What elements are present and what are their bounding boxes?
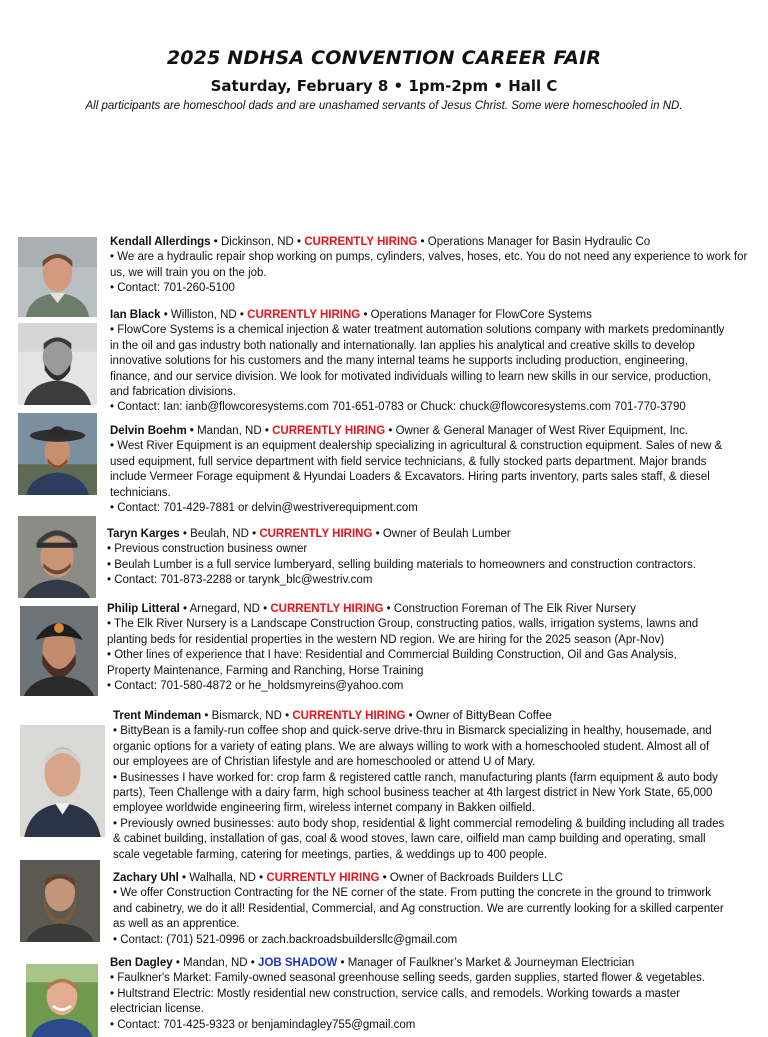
portrait-photo-icon <box>18 323 97 405</box>
status-badge: CURRENTLY HIRING <box>270 603 384 615</box>
participant-role: • Owner of Beulah Lumber <box>372 528 511 540</box>
participant-name: Trent Mindeman <box>113 710 202 722</box>
portrait-photo-icon <box>18 413 97 495</box>
participant-name: Delvin Boehm • <box>110 425 194 437</box>
participant-role: • Operations Manager for Basin Hydraulic Co <box>417 236 651 248</box>
participant-role: • Operations Manager for FlowCore Systems <box>360 309 592 321</box>
participant-role: • Owner & General Manager of West River Equipment, Inc. <box>385 425 689 437</box>
participant-name: Philip Litteral <box>107 603 180 615</box>
participant-name: Zachary Uhl <box>113 872 179 884</box>
participant-heading <box>110 424 725 439</box>
bullet-item: • Contact: 701-429-7881 or delvin@westriverequipment.com <box>110 502 418 515</box>
bullet-item: • Beulah Lumber is a full service lumberyard, selling building materials to homeowners and construction contractors. <box>107 558 696 571</box>
page-header <box>0 0 768 114</box>
participant-location: • Bismarck, ND • <box>201 710 293 722</box>
status-badge: CURRENTLY HIRING <box>259 528 373 540</box>
portrait-photo-icon <box>20 725 105 837</box>
participant-location: • Walhalla, ND • <box>178 872 267 884</box>
bullet-item: • Previous construction business owner <box>107 543 308 556</box>
participant-role: • Construction Foreman of The Elk River Nursery <box>383 603 636 615</box>
bullet-item: • Contact: Ian: ianb@flowcoresystems.com 701-651-0783 or Chuck: chuck@flowcoresystems.com 701-770-3790 <box>110 401 686 414</box>
portrait-photo-icon <box>20 860 100 942</box>
portrait-photo-icon <box>26 964 98 1037</box>
portrait-photo-icon <box>20 606 98 696</box>
portrait-photo-icon <box>18 237 97 317</box>
bullet-item: • West River Equipment is an equipment dealership specializing in agricultural & construction equipment. Sales of new & used equipment, full service department with field service technicians, & fully stocked parts department. Major brands include Vermeer Forage equipment & Hyundai Loaders & Excavators. Hiring parts inventory, parts sales staff, & diesel technicians. <box>110 440 723 499</box>
portrait-photo-icon <box>18 516 96 598</box>
participant-heading <box>113 871 728 886</box>
participant-role: • Owner of BittyBean Coffee <box>405 710 552 722</box>
participant-role: • Manager of Faulkner’s Market & Journeyman Electrician <box>337 957 635 969</box>
bullet-item: • Contact: 701-260-5100 <box>110 282 235 295</box>
page-title: 2025 NDHSA CONVENTION CAREER FAIR <box>166 47 602 69</box>
bullet-item: • Faulkner's Market: Family-owned seasonal greenhouse selling seeds, garden supplies, started flower & vegetables. <box>110 972 705 985</box>
bullet-item: • Other lines of experience that I have: Residential and Commercial Building Construction, Oil and Gas Analysis, Property Maintenance, Farming and Ranching, Horse Training <box>107 649 677 677</box>
bullet-item: • The Elk River Nursery is a Landscape Construction Group, constructing patios, walls, irrigation systems, lawns and planting beds for residential properties in the western ND region. We are hiring for the 2025 season (Apr-Nov) <box>107 618 699 646</box>
event-details: Saturday, February 8 • 1pm-2pm • Hall C <box>210 77 558 95</box>
bullet-item: • Contact: 701-873-2288 or tarynk_blc@westriv.com <box>107 574 373 587</box>
bullet-item: • Previously owned businesses: auto body shop, residential & light commercial remodeling & building including all trades & cabinet building, installation of gas, coal & wood stoves, lawn care, oilfield man camp building and operating, small scale vegetable farming, catering for meetings, parties, & weddings up to 400 people. <box>113 817 725 861</box>
participant-heading <box>110 956 725 971</box>
bullet-item: • Businesses I have worked for: crop farm & registered cattle ranch, manufacturing plants (farm equipment & auto body parts), Teen Challenge with a dairy farm, high school business teacher at 4th largest district in New York State, 65,000 employee worldwide engineering firm, wireless internet company in Bakken oilfield. <box>113 771 718 815</box>
participant-heading <box>110 308 725 323</box>
participant-role: • Owner of Backroads Builders LLC <box>379 872 564 884</box>
participant-location: • Arnegard, ND • <box>179 603 271 615</box>
participant-name: Kendall Allerdings <box>110 236 211 248</box>
bullet-item: • Contact: (701) 521-0996 or zach.backroadsbuildersllc@gmail.com <box>113 933 458 946</box>
participant-name: Ian Black <box>110 309 161 321</box>
participants-note: All participants are homeschool dads and are unashamed servants of Jesus Christ. Some were homeschooled in ND. <box>85 100 683 112</box>
status-badge: CURRENTLY HIRING <box>304 236 418 248</box>
participant-location: • Dickinson, ND • <box>210 236 305 248</box>
bullet-item: • Contact: 701-425-9323 or benjamindagley755@gmail.com <box>110 1018 416 1031</box>
participant-heading <box>107 527 747 542</box>
participant-heading <box>107 602 722 617</box>
participant-location: • Beulah, ND • <box>179 528 260 540</box>
status-badge: CURRENTLY HIRING <box>266 872 380 884</box>
bullet-item: • Contact: 701-580-4872 or he_holdsmyreins@yahoo.com <box>107 680 404 693</box>
participant-location: Mandan, ND • <box>193 425 273 437</box>
status-badge: JOB SHADOW <box>258 957 338 969</box>
participant-heading <box>110 235 750 250</box>
participant-name: Ben Dagley <box>110 957 173 969</box>
participant-location: • Williston, ND • <box>160 309 248 321</box>
bullet-item: • Hultstrand Electric: Mostly residential new construction, service calls, and remodels. Working towards a master electrician license. <box>110 987 681 1016</box>
bullet-item: • We are a hydraulic repair shop working on pumps, cylinders, valves, hoses, etc. You do not need any experience to work for us, we will train you on the job. <box>110 251 748 279</box>
status-badge: CURRENTLY HIRING <box>272 425 386 437</box>
status-badge: CURRENTLY HIRING <box>292 710 406 722</box>
participant-location: • Mandan, ND • <box>172 957 259 969</box>
participant-name: Taryn Karges <box>107 528 180 540</box>
bullet-item: • We offer Construction Contracting for the NE corner of the state. From putting the concrete in the ground to trimwork and cabinetry, we do it all! Residential, Commercial, and Ag construction. We are currently looking for a skilled carpenter as well as an apprentice. <box>113 887 724 931</box>
status-badge: CURRENTLY HIRING <box>247 309 361 321</box>
bullet-item: • BittyBean is a family-run coffee shop and quick-serve drive-thru in Bismarck specializing in healthy, housemade, and organic options for a variety of eating plans. We are always willing to work with a homeschooled student. Almost all of our employees are of Christian lifestyle and are homeschooled or attend U of Mary. <box>113 725 712 769</box>
participant-heading <box>113 709 728 724</box>
bullet-item: • FlowCore Systems is a chemical injection & water treatment automation solutions company with markets predominantly in the oil and gas industry both nationally and internationally. Ian applies his analytical and creative skills to develop innovative solutions for his customers and the many internal teams he supports including production, engineering, finance, and our service division. We look for motivated individuals willing to learn new skills in our service, production, and fabrication divisions. <box>110 324 725 399</box>
